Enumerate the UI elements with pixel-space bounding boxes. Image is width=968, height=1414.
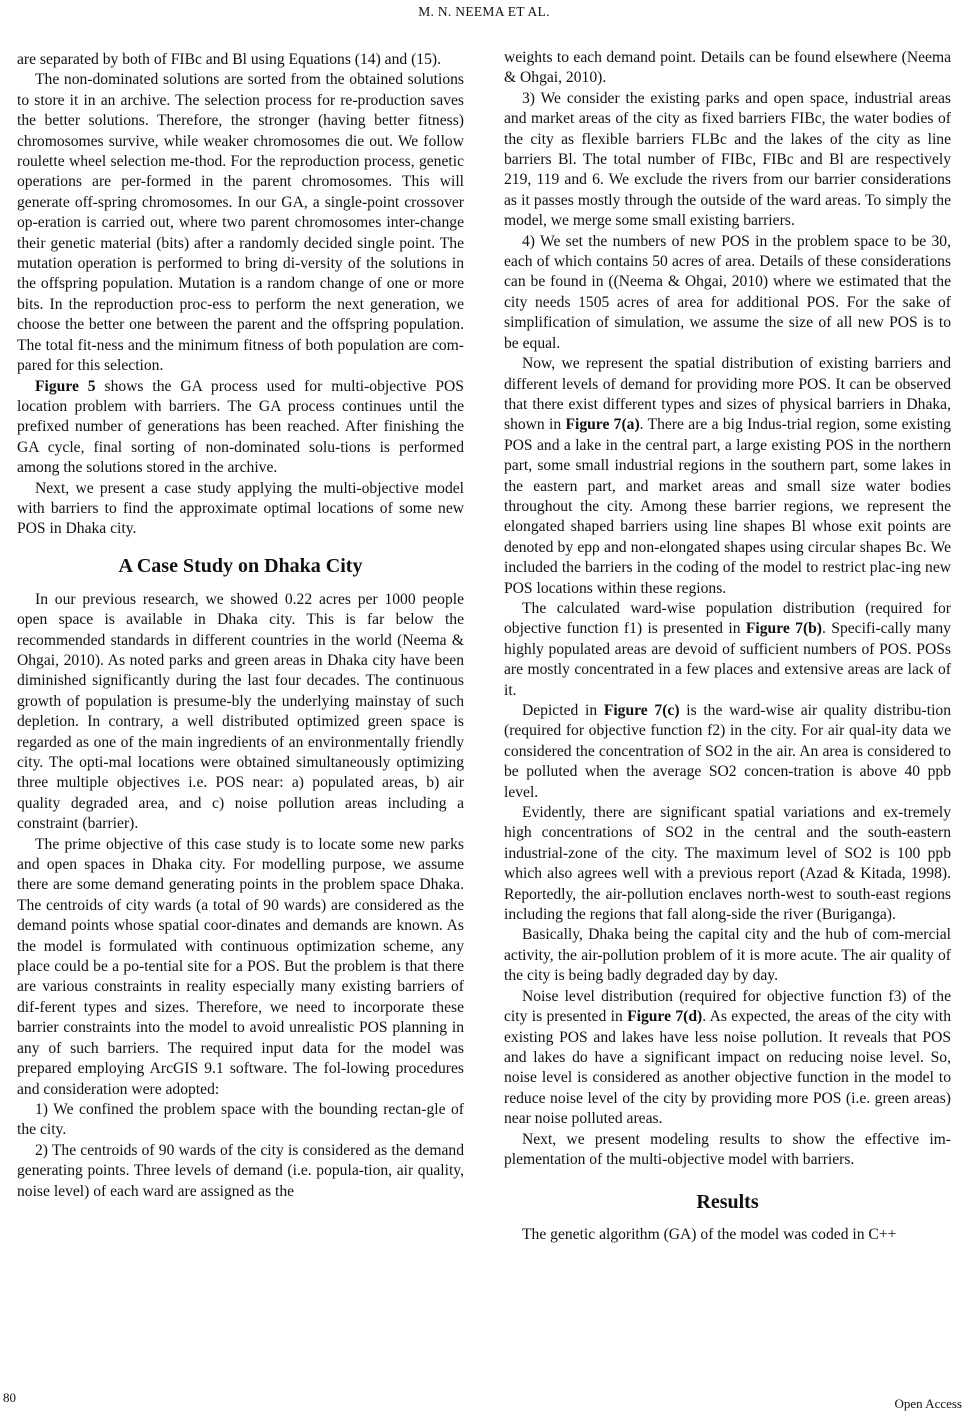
- left-column: [17, 50, 464, 1202]
- section-heading: A Case Study on Dhaka City: [118, 554, 363, 577]
- figure-reference: Figure 7(c): [603, 702, 680, 719]
- right-column: [504, 48, 951, 1246]
- section-heading: Results: [696, 1191, 759, 1214]
- paragraph: Figure 5 shows the GA process used for multi-objective POS location problem with barriers. The GA process continues until the prefixed number of generations has been reached. After finishing the GA cycle, final sorting of non-dominated solu-tions is performed among the solutions stored in the archive.: [17, 377, 464, 477]
- figure-reference: Figure 7(a): [565, 416, 640, 434]
- paragraph: Basically, Dhaka being the capital city and the hub of com-mercial activity, the air-pollution problem of it is more acute. The air quality of the city is being badly degraded day by day.: [504, 926, 951, 985]
- figure-reference: Figure 7(b): [745, 620, 822, 638]
- paragraph: Next, we present modeling results to show the effective im-plementation of the multi-objective model with barriers.: [504, 1130, 951, 1168]
- paragraph: 3) We consider the existing parks and open space, industrial areas and market areas of the city as fixed barriers FIBc, the water bodies of the city as flexible barriers FLBc and the lakes of the city as line barriers Bl. The total number of FIBc, FIBc and Bl are respectively 219, 119 and 6. We exclude the rivers from our barrier considerations as it passes mostly through the outside of the ward areas. To simply the model, we merge some small existing barriers.: [504, 89, 951, 230]
- publisher-label: Open Access: [894, 1396, 962, 1411]
- paragraph: Noise level distribution (required for objective function f3) of the city is presented in Figure 7(d). As expected, the areas of the city with existing POS and lakes have less noise pollution. It reveals that POS and lakes do have a significant impact on reducing noise level. So, noise level is considered as another objective function in the model to reduce noise level of the city by providing more POS (i.e. green areas) near noise polluted areas.: [504, 987, 951, 1128]
- paragraph: weights to each demand point. Details can be found elsewhere (Neema & Ohgai, 2010).: [504, 49, 951, 87]
- paragraph: The calculated ward-wise population distribution (required for objective function f1) is presented in Figure 7(b). Specifi-cally many highly populated areas are devoid of sufficient numbers of POS. POSs are mostly concentrated in a few places and extensive areas are lack of it.: [504, 599, 951, 699]
- figure-reference: Figure 5: [35, 377, 96, 395]
- paragraph: The prime objective of this case study is to locate some new parks and open spaces in Dhaka city. For modelling purpose, we assume there are some demand generating points in the problem space Dhaka. The centroids of city wards (a total of 90 wards) are considered as the demand points whose spatial coor-dinates and demands are known. As the model is formulated with continuous optimization scheme, any place could be a po-tential site for a POS. But the problem is that there are various constraints in reality especially many existing barriers of dif-ferent types and sizes. Therefore, we need to incorporate these barrier constraints into the model to avoid unrealistic POS planning in any of such barriers. The required input data for the model was prepared employing ArcGIS 9.1 software. The fol-lowing procedures and consideration were adopted:: [17, 835, 464, 1098]
- paragraph: Depicted in Figure 7(c) is the ward-wise air quality distribu-tion (required for objective function f2) in the city. For air qual-ity data we considered the concentration of SO2 in the air. An area is considered to be polluted when the average SO2 concen-tration is above 40 ppb level.: [504, 702, 952, 801]
- paragraph: Now, we represent the spatial distribution of existing barriers and different levels of demand for providing more POS. It can be observed that there exist different types and sizes of physical barriers in Dhaka, shown in Figure 7(a). There are a big Indus-trial region, some existing POS and a lake in the central part, a large existing POS in the northern part, some small industrial regions in the southern part, some lakes in the eastern part, and market areas and small size water bodies throughout the city. Among these barrier regions, we represent the elongated shaped barriers using line shapes Bl whose exit points are denoted by epρ and non-elongated shapes using circular shapes Bc. We included the barriers in the coding of the model to restrict plac-ing new POS locations within these regions.: [504, 355, 951, 597]
- paragraph: 4) We set the numbers of new POS in the problem space to be 30, each of which contains 50 acres of area. Details of these considerations can be found in ((Neema & Ohgai, 2010) where we estimated that the city needs 1505 acres of area for additional POS. For the sake of simplification of simulation, we assume the size of all new POS is to be equal.: [504, 232, 951, 352]
- figure-reference: Figure 7(d): [627, 1008, 703, 1026]
- paragraph: In our previous research, we showed 0.22 acres per 1000 people open space is available in Dhaka city. This is far below the recommended standards in different countries in the world (Neema & Ohgai, 2010). As noted parks and green areas in Dhaka city have been diminished significantly during the last four decades. The continuous growth of population is presume-bly the underlying mainstay of such depletion. In contrary, a well distributed optimized green space is regarded as one of the main ingredients of an environmentally friendly city. The opti-mal locations were obtained simultaneously optimizing three multiple objectives i.e. POS near: a) populated areas, b) air quality degraded area, and c) noise pollution areas including a constraint (barrier).: [17, 590, 464, 833]
- paragraph: Evidently, there are significant spatial variations and ex-tremely high concentrations of SO2 in the central and the south-eastern industrial-zone of the city. The maximum level of SO2 is 100 ppb which also agrees well with a previous report (Azad & Kitada, 1998). Reportedly, the air-pollution enclaves north-west to south-east regions including the regions that fall along-side the river (Buriganga).: [504, 804, 951, 924]
- paragraph: are separated by both of FIBc and Bl using Equations (14) and (15).: [17, 51, 441, 68]
- page-number: 80: [3, 1390, 16, 1405]
- paragraph: 2) The centroids of 90 wards of the city is considered as the demand generating points. Three levels of demand (i.e. popula-tion, air quality, noise level) of each ward are assigned as the: [17, 1141, 464, 1200]
- paragraph: Next, we present a case study applying the multi-objective model with barriers to find the approximate optimal locations of some new POS in Dhaka city.: [17, 479, 464, 538]
- paragraph: 1) We confined the problem space with the bounding rectan-gle of the city.: [17, 1100, 464, 1139]
- paragraph: The non-dominated solutions are sorted from the obtained solutions to store it in an archive. The selection process for re-production saves the better solutions. Therefore, the stronger (having better fitness) chromosomes survive, while weaker chromosomes die out. We follow roulette wheel selection me-thod. For the reproduction process, genetic operations are per-formed in the parent chromosomes. This will generate off-spring chromosomes. In our GA, a single-point crossover op-eration is carried out, where two parent chromosomes inter-change their genetic material (bits) after a randomly decided single point. The mutation operation is performed to bring di-versity of the solutions in the offspring population. Mutation is a random change of one or more bits. In the reproduction proc-ess to perform the next generation, we choose the better one between the parent and the offspring population. The total fit-ness and the minimum fitness of both population are com-pared for this selection.: [17, 71, 464, 375]
- running-header: M. N. NEEMA ET AL.: [418, 4, 550, 19]
- paragraph: The genetic algorithm (GA) of the model was coded in C++: [522, 1226, 897, 1244]
